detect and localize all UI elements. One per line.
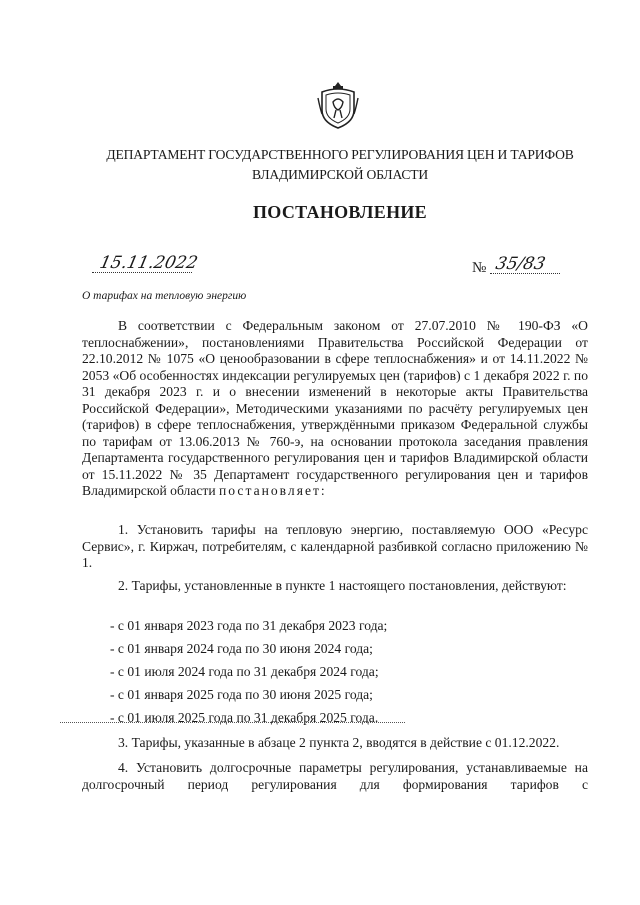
document-number: 35/83 xyxy=(493,254,548,274)
period-item: - с 01 июля 2024 года по 31 декабря 2024 года; xyxy=(110,664,379,679)
main-text xyxy=(82,318,588,500)
period-item: - с 01 января 2023 года по 31 декабря 2023 года; xyxy=(110,618,388,633)
paragraph-3-text: 3. Тарифы, указанные в абзаце 2 пункта 2, вводятся в действие с 01.12.2022. xyxy=(118,735,560,750)
department-name-line2: ВЛАДИМИРСКОЙ ОБЛАСТИ xyxy=(252,167,428,182)
date-underline xyxy=(92,272,192,273)
document-date: 15.11.2022 xyxy=(97,253,200,273)
intro-paragraph xyxy=(82,318,588,500)
paragraph-2 xyxy=(82,578,588,595)
paragraph-2-text: 2. Тарифы, установленные в пункте 1 настоящего постановления, действуют: xyxy=(118,578,567,593)
decrees-word: постановляет: xyxy=(219,483,327,498)
paragraph-1-text: 1. Установить тарифы на тепловую энергию, поставляемую ООО «Ресурс Сервис», г. Киржач, потребителям, с календарной разбивкой согласно приложению № 1. xyxy=(82,522,588,570)
document-title: ПОСТАНОВЛЕНИЕ xyxy=(253,202,427,222)
paragraph-4 xyxy=(82,760,588,793)
dotted-mark xyxy=(60,722,405,723)
period-item: - с 01 июля 2025 года по 31 декабря 2025 года. xyxy=(110,710,379,725)
paragraph-3 xyxy=(82,735,588,752)
period-item: - с 01 января 2024 года по 30 июня 2024 года; xyxy=(110,641,373,656)
document-subject: О тарифах на тепловую энергию xyxy=(82,290,247,302)
period-item: - с 01 января 2025 года по 30 июня 2025 года; xyxy=(110,687,373,702)
department-name-line1: ДЕПАРТАМЕНТ ГОСУДАРСТВЕННОГО РЕГУЛИРОВАНИЯ ЦЕН И ТАРИФОВ xyxy=(106,147,574,162)
number-label: № xyxy=(472,260,487,276)
coat-of-arms-emblem xyxy=(316,80,360,130)
intro-text: В соответствии с Федеральным законом от 27.07.2010 № 190-ФЗ «О теплоснабжении», постановлениями Правительства Российской Федерации от 22.10.2012 № 1075 «О ценообразовании в сфере теплоснабжения» и от 14.11.2022 № 2053 «Об особенностях индексации регулируемых цен (тарифов) с 1 декабря 2022 г. по 31 декабря 2023 г. и о внесении изменений в некоторые акты Правительства Российской Федерации», Методическими указаниями по расчёту регулируемых цен (тарифов) в сфере теплоснабжения, утверждёнными приказом Федеральной службы по тарифам от 13.06.2013 № 760-э, на основании протокола заседания правления Департамента государственного регулирования цен и тарифов Владимирской области от 15.11.2022 № 35 Департамент государственного регулирования цен и тарифов Владимирской области xyxy=(82,318,588,498)
number-underline xyxy=(490,273,560,274)
paragraph-1 xyxy=(82,522,588,572)
paragraph-4-text: 4. Установить долгосрочные параметры регулирования, устанавливаемые на долгосрочный период регулирования для формирования тарифов с xyxy=(82,760,588,792)
